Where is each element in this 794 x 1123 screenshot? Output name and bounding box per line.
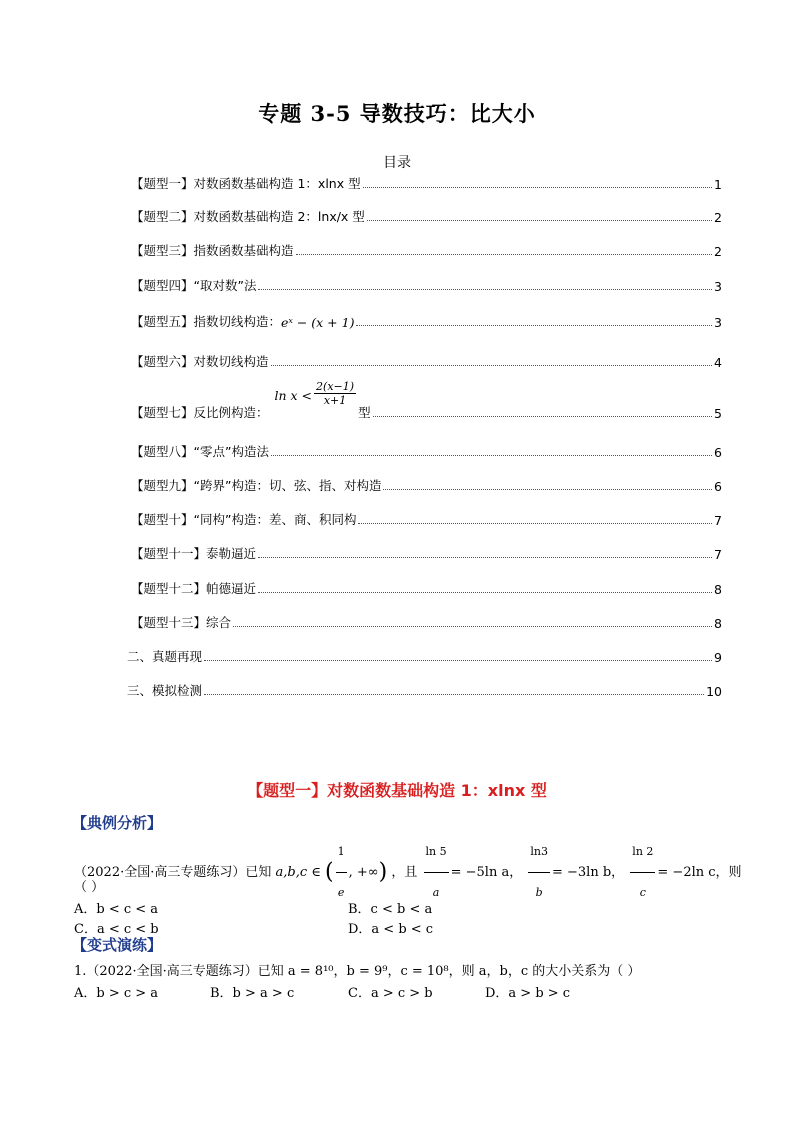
toc-item[interactable] (131, 476, 722, 494)
practice-question: 1.（2022·全国·高三专题练习）已知 a = 8¹⁰，b = 9⁹，c = 10⁸，则 a，b，c 的大小关系为（ ） (74, 964, 641, 979)
fraction-denominator: x+1 (323, 394, 347, 407)
toc-leader (296, 254, 713, 255)
eq3-fraction (630, 832, 655, 913)
toc-item-page: 5 (714, 406, 722, 421)
page-title: 专题 3-5 导数技巧：比大小 (258, 101, 536, 126)
example-intro: （2022·全国·高三专题练习）已知 (74, 865, 272, 880)
toc-item-suffix: 型 (358, 405, 371, 420)
toc-leader (367, 220, 712, 221)
toc-item-page: 8 (714, 616, 722, 631)
interval-fraction (336, 832, 347, 913)
toc-item-label: 【题型三】指数函数基础构造 (131, 243, 294, 258)
toc-item-math: ln x < (274, 388, 313, 403)
option-c[interactable]: C．a < c < b (74, 922, 159, 937)
toc-item-label: 【题型十一】泰勒逼近 (131, 546, 257, 561)
practice-option-b[interactable]: B．b > a > c (210, 986, 295, 1001)
toc-item[interactable] (131, 352, 722, 370)
toc-item-page: 2 (714, 244, 722, 259)
option-a[interactable]: A．b < c < a (74, 902, 159, 917)
example-tag: 【典例分析】 (72, 814, 163, 832)
toc-leader (271, 365, 713, 366)
toc-item-label: 【题型四】“取对数”法 (131, 278, 257, 293)
toc-leader (358, 523, 712, 524)
fraction-numerator: 2(x−1) (316, 380, 355, 393)
toc-item[interactable] (127, 647, 722, 665)
toc-item[interactable] (131, 312, 722, 330)
toc-item[interactable] (131, 207, 722, 225)
toc-item-label: 【题型十】“同构”构造：差、商、积同构 (131, 512, 357, 527)
interval-tail: , +∞ (348, 865, 379, 880)
toc-item-label: 【题型二】对数函数基础构造 2：lnx/x 型 (131, 209, 365, 224)
toc-item-label: 【题型十二】帕德逼近 (131, 581, 257, 596)
close-paren: ) (378, 859, 388, 885)
toc-heading: 目录 (383, 155, 411, 171)
toc-item-label: 二、真题再现 (127, 649, 203, 664)
fraction-numerator: ln 5 (424, 832, 449, 873)
toc-item-label: 【题型六】对数切线构造 (131, 354, 269, 369)
toc-item-page: 9 (714, 650, 722, 665)
toc-item-page: 3 (714, 279, 722, 294)
practice-tag: 【变式演练】 (72, 936, 163, 954)
fraction-denominator: a (432, 886, 440, 899)
section-title: 【题型一】对数函数基础构造 1：xlnx 型 (247, 781, 547, 800)
fraction-numerator: ln3 (528, 832, 550, 873)
toc-item-math: eˣ − (x + 1) (281, 315, 355, 330)
toc-leader (258, 592, 712, 593)
eq2-fraction (528, 832, 550, 913)
toc-leader (373, 416, 712, 417)
practice-option-c[interactable]: C．a > c > b (348, 986, 433, 1001)
eq2-rhs: = −3ln b， (551, 865, 625, 880)
fraction-numerator: ln 2 (630, 832, 655, 873)
toc-leader (204, 660, 712, 661)
toc-item-label: 【题型九】“跨界”构造：切、弦、指、对构造 (131, 478, 382, 493)
practice-option-d[interactable]: D．a > b > c (485, 986, 571, 1001)
toc-item-page: 7 (714, 547, 722, 562)
toc-item[interactable] (131, 544, 722, 562)
toc-leader (356, 325, 712, 326)
toc-item-page: 6 (714, 479, 722, 494)
toc-item[interactable] (127, 681, 722, 699)
toc-item[interactable] (131, 241, 722, 259)
toc-item[interactable] (131, 442, 722, 460)
eq3-rhs: = −2ln c，则 (657, 865, 742, 880)
toc-item-label: 【题型十三】综合 (131, 615, 232, 630)
toc-item-page: 4 (714, 355, 722, 370)
toc-item[interactable] (131, 174, 722, 192)
toc-item-label: 【题型五】指数切线构造： (131, 314, 282, 329)
fraction-denominator: e (337, 886, 345, 899)
toc-item-page: 2 (714, 210, 722, 225)
toc-item[interactable] (131, 276, 722, 294)
fraction-denominator: b (535, 886, 543, 899)
fraction-denominator: c (639, 886, 646, 899)
toc-item-page: 8 (714, 582, 722, 597)
open-paren: ( (325, 859, 334, 885)
toc-item[interactable] (131, 613, 722, 631)
toc-item-page: 10 (706, 684, 722, 699)
toc-item-label: 三、模拟检测 (127, 683, 203, 698)
toc-leader (258, 289, 712, 290)
toc-item[interactable] (131, 380, 722, 421)
toc-item-page: 3 (714, 315, 722, 330)
toc-item-page: 1 (714, 177, 722, 192)
toc-leader (383, 489, 712, 490)
toc-item[interactable] (131, 579, 722, 597)
option-d[interactable]: D．a < b < c (348, 922, 434, 937)
toc-item-label: 【题型一】对数函数基础构造 1：xlnx 型 (131, 176, 361, 191)
example-vars: a,b,c ∈ (275, 865, 321, 880)
eq1-rhs: = −5ln a， (450, 865, 523, 880)
toc-item-label: 【题型八】“零点”构造法 (131, 444, 269, 459)
toc-item-page: 7 (714, 513, 722, 528)
example-and: ，且 (391, 865, 418, 880)
toc-item-fraction (314, 380, 356, 407)
toc-leader (363, 187, 712, 188)
toc-item-page: 6 (714, 445, 722, 460)
toc-leader (204, 694, 704, 695)
toc-leader (233, 626, 712, 627)
toc-leader (271, 455, 712, 456)
toc-item[interactable] (131, 510, 722, 528)
toc-leader (258, 557, 712, 558)
option-b[interactable]: B．c < b < a (348, 902, 433, 917)
fraction-numerator: 1 (336, 832, 347, 873)
toc-item-label: 【题型七】反比例构造： (131, 405, 269, 420)
answer-blank: （ ） (74, 880, 105, 895)
practice-option-a[interactable]: A．b > c > a (74, 986, 159, 1001)
